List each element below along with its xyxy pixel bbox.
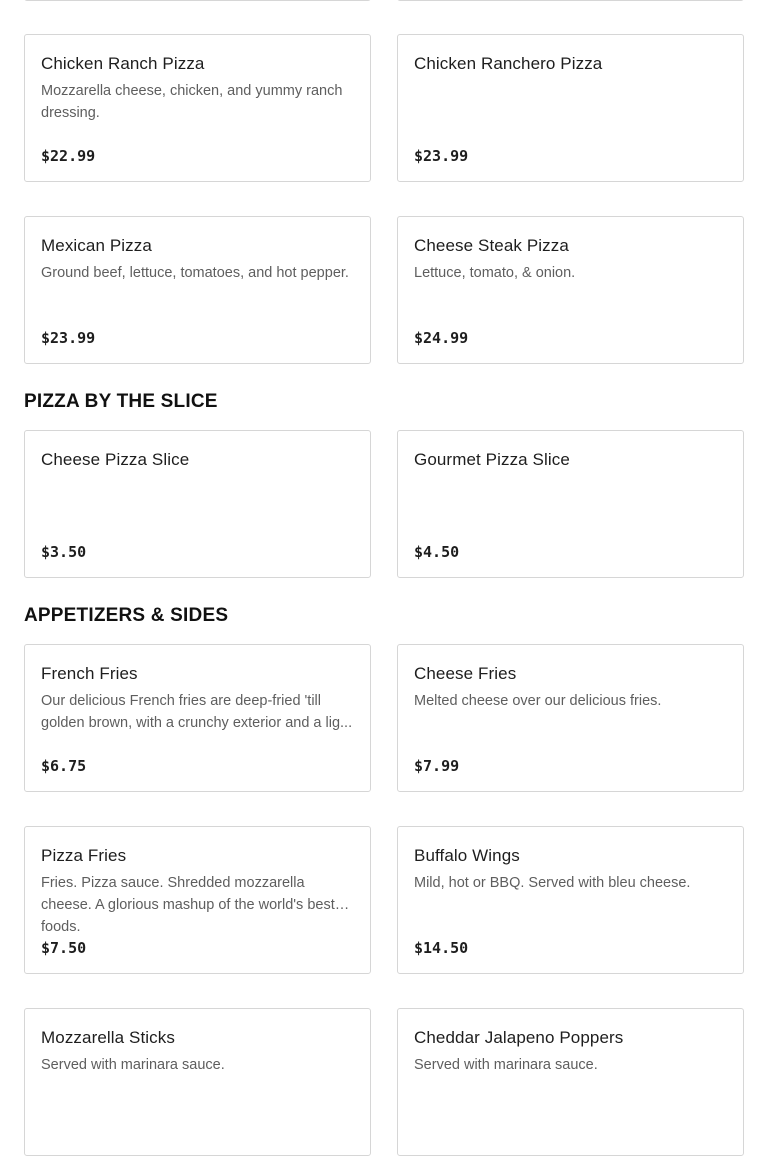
item-price: $24.99 [414, 329, 469, 347]
menu-item-card-partial[interactable] [24, 0, 371, 1]
menu-item-card-buffalo-wings[interactable] [397, 826, 744, 974]
menu-item-card-partial[interactable] [397, 0, 744, 1]
section-title-appetizers-sides: APPETIZERS & SIDES [24, 605, 229, 626]
item-description: Our delicious French fries are deep-fried 'till golden brown, with a crunchy exterior and a lig... [41, 693, 353, 731]
item-price: $14.50 [414, 939, 469, 957]
item-description: Lettuce, tomato, & onion. [414, 265, 576, 281]
item-name: Gourmet Pizza Slice [414, 450, 570, 469]
menu-item-card-cheddar-jalapeno-poppers[interactable] [397, 1008, 744, 1156]
item-name: Mozzarella Sticks [41, 1028, 175, 1047]
item-name: Cheddar Jalapeno Poppers [414, 1028, 624, 1047]
item-description: Served with marinara sauce. [414, 1057, 598, 1073]
item-description: Fries. Pizza sauce. Shredded mozzarella cheese. A glorious mashup of the world's best foods. [41, 875, 335, 935]
menu-item-card-french-fries[interactable] [24, 644, 371, 792]
menu-item-card-mexican-pizza[interactable] [24, 216, 371, 364]
item-name: Cheese Pizza Slice [41, 450, 190, 469]
item-description: Served with marinara sauce. [41, 1057, 225, 1073]
item-description: Ground beef, lettuce, tomatoes, and hot pepper. [41, 265, 349, 281]
item-price: $7.99 [414, 757, 460, 775]
item-name: Mexican Pizza [41, 236, 152, 255]
item-price: $22.99 [41, 147, 96, 165]
item-name: Chicken Ranchero Pizza [414, 54, 603, 73]
menu-item-card-chicken-ranchero-pizza[interactable] [397, 34, 744, 182]
menu-item-card-pizza-fries[interactable] [24, 826, 371, 974]
menu-item-card-cheese-pizza-slice[interactable] [24, 430, 371, 578]
item-name: Chicken Ranch Pizza [41, 54, 205, 73]
item-name: Buffalo Wings [414, 846, 520, 865]
item-description: Mild, hot or BBQ. Served with bleu cheese. [414, 875, 691, 891]
menu-item-card-mozzarella-sticks[interactable] [24, 1008, 371, 1156]
item-price: $23.99 [414, 147, 469, 165]
menu-item-card-cheese-fries[interactable] [397, 644, 744, 792]
item-description: Melted cheese over our delicious fries. [414, 693, 662, 709]
item-price: $3.50 [41, 543, 87, 561]
item-price: $23.99 [41, 329, 96, 347]
item-name: French Fries [41, 664, 138, 683]
item-price: $4.50 [414, 543, 460, 561]
menu-item-card-cheese-steak-pizza[interactable] [397, 216, 744, 364]
menu-item-card-gourmet-pizza-slice[interactable] [397, 430, 744, 578]
item-name: Cheese Steak Pizza [414, 236, 569, 255]
section-title-pizza-by-the-slice: PIZZA BY THE SLICE [24, 391, 218, 412]
menu-item-card-chicken-ranch-pizza[interactable] [24, 34, 371, 182]
item-price: $6.75 [41, 757, 87, 775]
item-name: Pizza Fries [41, 846, 127, 865]
item-description: Mozzarella cheese, chicken, and yummy ranch dressing. [41, 83, 343, 121]
item-price: $7.50 [41, 939, 87, 957]
item-name: Cheese Fries [414, 664, 517, 683]
